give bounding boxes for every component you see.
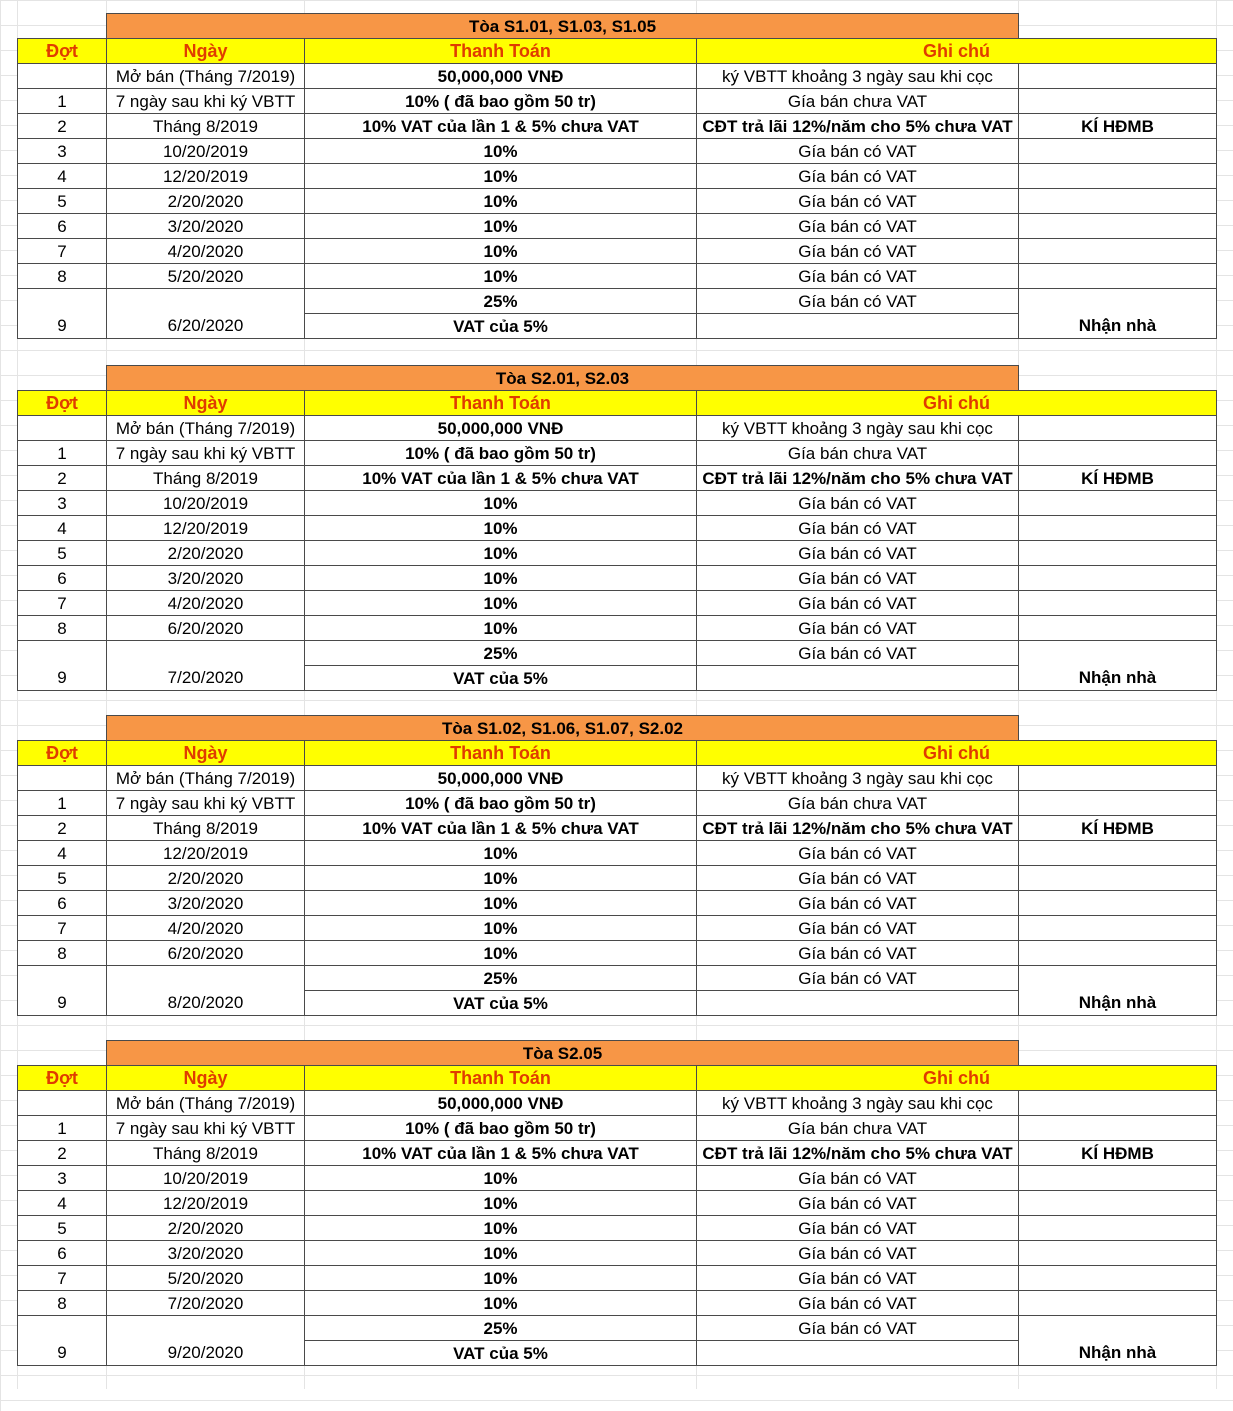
cell-extra[interactable] <box>1018 1215 1217 1241</box>
cell-ghi-chu[interactable]: CĐT trả lãi 12%/năm cho 5% chưa VAT <box>696 113 1019 139</box>
cell-ngay[interactable]: 12/20/2019 <box>106 1190 305 1216</box>
cell-ghi-chu[interactable]: ký VBTT khoảng 3 ngày sau khi cọc <box>696 63 1019 89</box>
cell-ghi-chu[interactable]: Gía bán có VAT <box>696 890 1019 916</box>
cell-extra-final[interactable]: Nhận nhà <box>1018 965 1217 1016</box>
cell-dot[interactable]: 2 <box>17 465 107 491</box>
header-ngay[interactable]: Ngày <box>106 390 305 416</box>
cell-dot[interactable] <box>17 765 107 791</box>
cell-dot[interactable]: 8 <box>17 1290 107 1316</box>
cell-thanh-toan[interactable]: 10% <box>304 590 697 616</box>
cell-ghi-chu[interactable]: Gía bán có VAT <box>696 238 1019 264</box>
cell-dot[interactable]: 5 <box>17 865 107 891</box>
cell-ghi-chu[interactable]: Gía bán có VAT <box>696 840 1019 866</box>
cell-ghi-chu[interactable]: Gía bán có VAT <box>696 515 1019 541</box>
cell-dot[interactable]: 1 <box>17 1115 107 1141</box>
cell-thanh-toan[interactable]: 10% <box>304 1240 697 1266</box>
cell-ngay[interactable]: Mở bán (Tháng 7/2019) <box>106 63 305 89</box>
table-title[interactable]: Tòa S1.01, S1.03, S1.05 <box>106 13 1019 39</box>
cell-ghi-chu[interactable]: Gía bán chưa VAT <box>696 790 1019 816</box>
cell-dot-final[interactable]: 9 <box>17 1315 107 1366</box>
cell-ghi-chu[interactable]: ký VBTT khoảng 3 ngày sau khi cọc <box>696 765 1019 791</box>
cell-dot-final[interactable]: 9 <box>17 965 107 1016</box>
cell-dot[interactable]: 5 <box>17 1215 107 1241</box>
cell-ngay[interactable]: Tháng 8/2019 <box>106 1140 305 1166</box>
cell-thanh-toan[interactable]: 10% ( đã bao gồm 50 tr) <box>304 440 697 466</box>
cell-thanh-toan-final-2[interactable]: VAT của 5% <box>304 1340 697 1366</box>
header-thanh-toan[interactable]: Thanh Toán <box>304 1065 697 1091</box>
cell-thanh-toan[interactable]: 10% VAT của lần 1 & 5% chưa VAT <box>304 815 697 841</box>
cell-extra[interactable] <box>1018 890 1217 916</box>
cell-thanh-toan[interactable]: 10% VAT của lần 1 & 5% chưa VAT <box>304 465 697 491</box>
cell-ghi-chu[interactable]: Gía bán có VAT <box>696 263 1019 289</box>
cell-thanh-toan-final-1[interactable]: 25% <box>304 965 697 991</box>
cell-thanh-toan[interactable]: 50,000,000 VNĐ <box>304 765 697 791</box>
cell-thanh-toan[interactable]: 10% ( đã bao gồm 50 tr) <box>304 1115 697 1141</box>
cell-ngay[interactable]: 4/20/2020 <box>106 590 305 616</box>
cell-thanh-toan[interactable]: 10% <box>304 238 697 264</box>
cell-thanh-toan[interactable]: 10% ( đã bao gồm 50 tr) <box>304 88 697 114</box>
cell-extra[interactable] <box>1018 490 1217 516</box>
cell-ghi-chu-final-2[interactable] <box>696 1340 1019 1366</box>
cell-dot[interactable]: 4 <box>17 840 107 866</box>
cell-dot[interactable]: 2 <box>17 113 107 139</box>
cell-ngay[interactable]: 4/20/2020 <box>106 915 305 941</box>
cell-extra[interactable] <box>1018 765 1217 791</box>
cell-ngay-final[interactable]: 8/20/2020 <box>106 965 305 1016</box>
cell-ngay[interactable]: 6/20/2020 <box>106 940 305 966</box>
cell-thanh-toan[interactable]: 10% <box>304 1190 697 1216</box>
cell-ghi-chu[interactable]: Gía bán có VAT <box>696 163 1019 189</box>
cell-ghi-chu-final-1[interactable]: Gía bán có VAT <box>696 640 1019 666</box>
cell-thanh-toan[interactable]: 10% VAT của lần 1 & 5% chưa VAT <box>304 1140 697 1166</box>
header-ghi-chu[interactable]: Ghi chú <box>696 1065 1217 1091</box>
cell-extra[interactable]: KÍ HĐMB <box>1018 465 1217 491</box>
cell-ghi-chu-final-1[interactable]: Gía bán có VAT <box>696 1315 1019 1341</box>
cell-ghi-chu[interactable]: Gía bán có VAT <box>696 1165 1019 1191</box>
cell-ghi-chu[interactable]: Gía bán có VAT <box>696 865 1019 891</box>
cell-ghi-chu[interactable]: Gía bán có VAT <box>696 213 1019 239</box>
cell-thanh-toan[interactable]: 10% VAT của lần 1 & 5% chưa VAT <box>304 113 697 139</box>
cell-thanh-toan[interactable]: 10% <box>304 1215 697 1241</box>
cell-dot[interactable]: 6 <box>17 213 107 239</box>
cell-ngay[interactable]: 10/20/2019 <box>106 1165 305 1191</box>
cell-dot[interactable]: 7 <box>17 238 107 264</box>
cell-extra[interactable] <box>1018 1290 1217 1316</box>
cell-dot[interactable] <box>17 415 107 441</box>
cell-ghi-chu[interactable]: Gía bán có VAT <box>696 138 1019 164</box>
cell-ghi-chu[interactable]: Gía bán có VAT <box>696 1290 1019 1316</box>
cell-extra[interactable] <box>1018 263 1217 289</box>
cell-ngay[interactable]: 2/20/2020 <box>106 188 305 214</box>
cell-ngay-final[interactable]: 6/20/2020 <box>106 288 305 339</box>
cell-thanh-toan-final-1[interactable]: 25% <box>304 1315 697 1341</box>
header-ngay[interactable]: Ngày <box>106 740 305 766</box>
header-ghi-chu[interactable]: Ghi chú <box>696 740 1217 766</box>
cell-extra[interactable] <box>1018 540 1217 566</box>
cell-ngay[interactable]: 3/20/2020 <box>106 890 305 916</box>
header-thanh-toan[interactable]: Thanh Toán <box>304 38 697 64</box>
cell-extra[interactable] <box>1018 213 1217 239</box>
cell-thanh-toan[interactable]: 10% <box>304 188 697 214</box>
cell-extra-final[interactable]: Nhận nhà <box>1018 1315 1217 1366</box>
cell-extra[interactable] <box>1018 415 1217 441</box>
cell-dot-final[interactable]: 9 <box>17 640 107 691</box>
cell-ngay[interactable]: Tháng 8/2019 <box>106 815 305 841</box>
cell-extra[interactable] <box>1018 1190 1217 1216</box>
cell-ghi-chu[interactable]: Gía bán có VAT <box>696 490 1019 516</box>
cell-ngay[interactable]: 2/20/2020 <box>106 1215 305 1241</box>
cell-extra-final[interactable]: Nhận nhà <box>1018 288 1217 339</box>
cell-dot-final[interactable]: 9 <box>17 288 107 339</box>
cell-dot[interactable]: 5 <box>17 188 107 214</box>
cell-dot[interactable]: 2 <box>17 815 107 841</box>
cell-thanh-toan[interactable]: 10% <box>304 540 697 566</box>
header-ngay[interactable]: Ngày <box>106 38 305 64</box>
cell-thanh-toan[interactable]: 10% <box>304 263 697 289</box>
cell-ngay[interactable]: 7 ngày sau khi ký VBTT <box>106 88 305 114</box>
cell-thanh-toan-final-2[interactable]: VAT của 5% <box>304 665 697 691</box>
cell-thanh-toan[interactable]: 10% <box>304 163 697 189</box>
cell-dot[interactable]: 6 <box>17 565 107 591</box>
header-dot[interactable]: Đợt <box>17 1065 107 1091</box>
cell-thanh-toan[interactable]: 10% <box>304 1290 697 1316</box>
cell-extra[interactable] <box>1018 1240 1217 1266</box>
cell-ngay[interactable]: Mở bán (Tháng 7/2019) <box>106 765 305 791</box>
cell-extra[interactable] <box>1018 1115 1217 1141</box>
cell-ngay[interactable]: Tháng 8/2019 <box>106 113 305 139</box>
cell-ngay[interactable]: 12/20/2019 <box>106 163 305 189</box>
cell-thanh-toan[interactable]: 10% ( đã bao gồm 50 tr) <box>304 790 697 816</box>
cell-extra[interactable] <box>1018 440 1217 466</box>
cell-ghi-chu[interactable]: Gía bán có VAT <box>696 940 1019 966</box>
cell-extra[interactable] <box>1018 138 1217 164</box>
cell-ngay[interactable]: 4/20/2020 <box>106 238 305 264</box>
cell-extra[interactable] <box>1018 515 1217 541</box>
cell-ngay[interactable]: 12/20/2019 <box>106 840 305 866</box>
cell-extra[interactable] <box>1018 790 1217 816</box>
cell-dot[interactable]: 3 <box>17 490 107 516</box>
cell-thanh-toan[interactable]: 10% <box>304 1265 697 1291</box>
cell-extra[interactable] <box>1018 865 1217 891</box>
cell-dot[interactable] <box>17 1090 107 1116</box>
cell-ghi-chu[interactable]: Gía bán có VAT <box>696 565 1019 591</box>
cell-ghi-chu-final-2[interactable] <box>696 990 1019 1016</box>
cell-extra[interactable] <box>1018 163 1217 189</box>
cell-thanh-toan-final-2[interactable]: VAT của 5% <box>304 990 697 1016</box>
cell-thanh-toan[interactable]: 10% <box>304 1165 697 1191</box>
cell-thanh-toan[interactable]: 10% <box>304 865 697 891</box>
cell-ngay[interactable]: Mở bán (Tháng 7/2019) <box>106 415 305 441</box>
cell-dot[interactable]: 3 <box>17 1165 107 1191</box>
cell-dot[interactable]: 6 <box>17 1240 107 1266</box>
cell-extra-final[interactable]: Nhận nhà <box>1018 640 1217 691</box>
header-ghi-chu[interactable]: Ghi chú <box>696 38 1217 64</box>
cell-ngay-final[interactable]: 9/20/2020 <box>106 1315 305 1366</box>
cell-ghi-chu-final-2[interactable] <box>696 665 1019 691</box>
cell-dot[interactable]: 1 <box>17 88 107 114</box>
cell-ngay[interactable]: 7 ngày sau khi ký VBTT <box>106 790 305 816</box>
cell-extra[interactable] <box>1018 840 1217 866</box>
cell-ghi-chu[interactable]: Gía bán có VAT <box>696 1265 1019 1291</box>
cell-extra[interactable]: KÍ HĐMB <box>1018 815 1217 841</box>
cell-extra[interactable]: KÍ HĐMB <box>1018 1140 1217 1166</box>
cell-extra[interactable] <box>1018 590 1217 616</box>
header-ghi-chu[interactable]: Ghi chú <box>696 390 1217 416</box>
cell-dot[interactable]: 1 <box>17 440 107 466</box>
header-dot[interactable]: Đợt <box>17 740 107 766</box>
header-dot[interactable]: Đợt <box>17 38 107 64</box>
cell-ghi-chu-final-1[interactable]: Gía bán có VAT <box>696 965 1019 991</box>
cell-thanh-toan-final-2[interactable]: VAT của 5% <box>304 313 697 339</box>
cell-extra[interactable] <box>1018 1090 1217 1116</box>
cell-dot[interactable]: 7 <box>17 1265 107 1291</box>
cell-dot[interactable]: 4 <box>17 515 107 541</box>
cell-ghi-chu[interactable]: Gía bán chưa VAT <box>696 88 1019 114</box>
cell-extra[interactable] <box>1018 940 1217 966</box>
cell-dot[interactable]: 8 <box>17 615 107 641</box>
cell-extra[interactable] <box>1018 1165 1217 1191</box>
cell-dot[interactable]: 6 <box>17 890 107 916</box>
cell-ghi-chu[interactable]: Gía bán chưa VAT <box>696 440 1019 466</box>
cell-ngay[interactable]: 7/20/2020 <box>106 1290 305 1316</box>
cell-ghi-chu[interactable]: ký VBTT khoảng 3 ngày sau khi cọc <box>696 1090 1019 1116</box>
cell-ngay[interactable]: 3/20/2020 <box>106 565 305 591</box>
cell-ghi-chu[interactable]: ký VBTT khoảng 3 ngày sau khi cọc <box>696 415 1019 441</box>
cell-dot[interactable]: 3 <box>17 138 107 164</box>
cell-ghi-chu[interactable]: Gía bán có VAT <box>696 615 1019 641</box>
cell-extra[interactable] <box>1018 565 1217 591</box>
cell-ghi-chu[interactable]: Gía bán có VAT <box>696 1215 1019 1241</box>
cell-ngay-final[interactable]: 7/20/2020 <box>106 640 305 691</box>
cell-ghi-chu[interactable]: Gía bán có VAT <box>696 1190 1019 1216</box>
cell-ngay[interactable]: 3/20/2020 <box>106 213 305 239</box>
cell-ngay[interactable]: 12/20/2019 <box>106 515 305 541</box>
header-dot[interactable]: Đợt <box>17 390 107 416</box>
cell-thanh-toan[interactable]: 50,000,000 VNĐ <box>304 1090 697 1116</box>
cell-ghi-chu-final-2[interactable] <box>696 313 1019 339</box>
cell-dot[interactable]: 1 <box>17 790 107 816</box>
cell-ngay[interactable]: 3/20/2020 <box>106 1240 305 1266</box>
cell-thanh-toan[interactable]: 50,000,000 VNĐ <box>304 415 697 441</box>
cell-extra[interactable] <box>1018 63 1217 89</box>
cell-thanh-toan[interactable]: 10% <box>304 490 697 516</box>
cell-extra[interactable] <box>1018 915 1217 941</box>
cell-extra[interactable]: KÍ HĐMB <box>1018 113 1217 139</box>
cell-dot[interactable]: 8 <box>17 940 107 966</box>
cell-thanh-toan[interactable]: 10% <box>304 138 697 164</box>
header-thanh-toan[interactable]: Thanh Toán <box>304 740 697 766</box>
cell-extra[interactable] <box>1018 238 1217 264</box>
cell-ngay[interactable]: 10/20/2019 <box>106 490 305 516</box>
cell-thanh-toan-final-1[interactable]: 25% <box>304 640 697 666</box>
cell-dot[interactable]: 4 <box>17 1190 107 1216</box>
cell-ghi-chu[interactable]: CĐT trả lãi 12%/năm cho 5% chưa VAT <box>696 465 1019 491</box>
cell-ngay[interactable]: 6/20/2020 <box>106 615 305 641</box>
cell-ngay[interactable]: 7 ngày sau khi ký VBTT <box>106 1115 305 1141</box>
cell-thanh-toan-final-1[interactable]: 25% <box>304 288 697 314</box>
cell-ghi-chu[interactable]: Gía bán có VAT <box>696 590 1019 616</box>
cell-dot[interactable]: 8 <box>17 263 107 289</box>
cell-ngay[interactable]: Tháng 8/2019 <box>106 465 305 491</box>
cell-dot[interactable]: 5 <box>17 540 107 566</box>
cell-thanh-toan[interactable]: 10% <box>304 515 697 541</box>
cell-ghi-chu[interactable]: CĐT trả lãi 12%/năm cho 5% chưa VAT <box>696 815 1019 841</box>
cell-dot[interactable]: 7 <box>17 915 107 941</box>
cell-dot[interactable]: 2 <box>17 1140 107 1166</box>
cell-ngay[interactable]: 2/20/2020 <box>106 865 305 891</box>
cell-extra[interactable] <box>1018 615 1217 641</box>
cell-thanh-toan[interactable]: 10% <box>304 840 697 866</box>
cell-ngay[interactable]: Mở bán (Tháng 7/2019) <box>106 1090 305 1116</box>
cell-ngay[interactable]: 10/20/2019 <box>106 138 305 164</box>
table-title[interactable]: Tòa S2.01, S2.03 <box>106 365 1019 391</box>
cell-ngay[interactable]: 5/20/2020 <box>106 1265 305 1291</box>
cell-ghi-chu[interactable]: Gía bán có VAT <box>696 188 1019 214</box>
cell-ghi-chu[interactable]: Gía bán có VAT <box>696 1240 1019 1266</box>
cell-ghi-chu[interactable]: CĐT trả lãi 12%/năm cho 5% chưa VAT <box>696 1140 1019 1166</box>
cell-ghi-chu[interactable]: Gía bán có VAT <box>696 540 1019 566</box>
cell-ghi-chu-final-1[interactable]: Gía bán có VAT <box>696 288 1019 314</box>
cell-ghi-chu[interactable]: Gía bán có VAT <box>696 915 1019 941</box>
table-title[interactable]: Tòa S1.02, S1.06, S1.07, S2.02 <box>106 715 1019 741</box>
cell-ngay[interactable]: 2/20/2020 <box>106 540 305 566</box>
header-ngay[interactable]: Ngày <box>106 1065 305 1091</box>
cell-thanh-toan[interactable]: 10% <box>304 940 697 966</box>
cell-dot[interactable] <box>17 63 107 89</box>
cell-extra[interactable] <box>1018 88 1217 114</box>
cell-thanh-toan[interactable]: 50,000,000 VNĐ <box>304 63 697 89</box>
cell-thanh-toan[interactable]: 10% <box>304 213 697 239</box>
header-thanh-toan[interactable]: Thanh Toán <box>304 390 697 416</box>
cell-ngay[interactable]: 7 ngày sau khi ký VBTT <box>106 440 305 466</box>
cell-dot[interactable]: 4 <box>17 163 107 189</box>
table-title[interactable]: Tòa S2.05 <box>106 1040 1019 1066</box>
cell-thanh-toan[interactable]: 10% <box>304 565 697 591</box>
cell-ghi-chu[interactable]: Gía bán chưa VAT <box>696 1115 1019 1141</box>
cell-dot[interactable]: 7 <box>17 590 107 616</box>
cell-extra[interactable] <box>1018 188 1217 214</box>
cell-ngay[interactable]: 5/20/2020 <box>106 263 305 289</box>
cell-thanh-toan[interactable]: 10% <box>304 615 697 641</box>
cell-extra[interactable] <box>1018 1265 1217 1291</box>
cell-thanh-toan[interactable]: 10% <box>304 915 697 941</box>
cell-thanh-toan[interactable]: 10% <box>304 890 697 916</box>
